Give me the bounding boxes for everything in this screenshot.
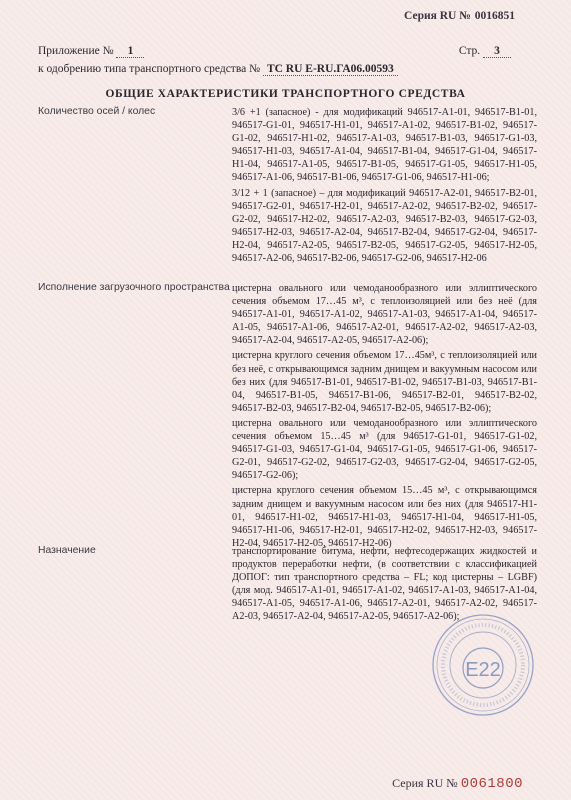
load-space-paragraph: цистерна круглого сечения объемом 15…45 м³, с открывающимся задним днищем и вакуумным насосом или без них (для 946517-H1-01, 946517-H1-02, 946517-H1-03, 946517-H1-04, 946517-H1-05, 946517-H1-06, 946517-H2-01, 946517-H2-02, 946517-H2-03, 946517-H2-04, 946517-H2-05, 946517-H2-06) [232, 485, 537, 549]
top-serial-number [404, 10, 515, 22]
page-label: Стр. [458, 45, 481, 57]
load-space-label: Исполнение загрузочного пространства [38, 282, 230, 293]
page-number-line [459, 45, 511, 58]
section-title: ОБЩИЕ ХАРАКТЕРИСТИКИ ТРАНСПОРТНОГО СРЕДСТВА [105, 88, 466, 100]
bottom-serial-number [392, 776, 523, 792]
load-space-paragraph: цистерна овального или чемоданообразного или эллиптического сечения объемом 17…45 м³, с теплоизоляцией или без неё (для 946517-A1-01, 946517-A1-02, 946517-A1-03, 946517-A1-04, 946517-A1-05, 946517-A1-06, 946517-A2-01, 946517-A2-02, 946517-A2-03, 946517-A2-04, 946517-A2-05, 946517-A2-06); [232, 283, 537, 347]
e22-stamp-mark [463, 648, 503, 688]
bottom-serial-value: 0061800 [460, 776, 523, 792]
axles-wheels-value [232, 106, 537, 267]
approval-number: ТС RU E-RU.ГА06.00593 [263, 63, 398, 76]
bottom-serial-prefix: Серия RU № [392, 776, 458, 790]
approval-line [38, 63, 398, 76]
appendix-number: 1 [116, 45, 144, 58]
appendix-line [38, 45, 144, 58]
appendix-label: Приложение № [38, 45, 114, 57]
purpose-paragraph: транспортирование битума, нефти, нефтесодержащих жидкостей и продуктов переработки нефти, (в соответствии с классификацией ДОПОГ: тип транспортного средства – FL; код цистерны – LGBF) (для мод. 946517-A1-01, 946517-A1-02, 946517-A1-03, 946517-A1-04, 946517-A1-05, 946517-A1-06, 946517-A2-01, 946517-A2-02, 946517-A2-03, 946517-A2-04, 946517-A2-05, 946517-A2-06); [232, 546, 537, 623]
axles-paragraph: 3/6 +1 (запасное) - для модификаций 946517-A1-01, 946517-B1-01, 946517-G1-01, 946517-H1-01, 946517-A1-02, 946517-B1-02, 946517-G1-02, 946517-H1-02, 946517-A1-03, 946517-B1-03, 946517-G1-03, 946517-H1-03, 946517-A1-04, 946517-B1-04, 946517-G1-04, 946517-H1-04, 946517-A1-05, 946517-B1-05, 946517-G1-05, 946517-H1-05, 946517-A1-06, 946517-B1-06, 946517-G1-06, 946517-H1-06; [232, 107, 537, 184]
load-space-paragraph: цистерна круглого сечения объемом 17…45м³, с теплоизоляцией или без неё, с открывающимся задним днищем и вакуумным насосом или без них (для 946517-B1-01, 946517-B1-02, 946517-B1-03, 946517-B1-04, 946517-B1-05, 946517-B1-06, 946517-B2-01, 946517-B2-02, 946517-B2-03, 946517-B2-04, 946517-B2-05, 946517-B2-06); [232, 350, 537, 414]
purpose-label: Назначение [38, 545, 96, 556]
load-space-value [232, 282, 537, 552]
axles-wheels-label: Количество осей / колес [38, 106, 156, 117]
approval-label: к одобрению типа транспортного средства № [38, 63, 261, 75]
page-number: 3 [483, 45, 511, 58]
stamp-mark-text: E22 [465, 659, 501, 681]
e22-stamp-seal [430, 612, 536, 718]
axles-paragraph: 3/12 + 1 (запасное) – для модификаций 946517-A2-01, 946517-B2-01, 946517-G2-01, 946517-H2-01, 946517-A2-02, 946517-B2-02, 946517-G2-02, 946517-H2-02, 946517-A2-03, 946517-B2-03, 946517-G2-03, 946517-H2-03, 946517-A2-04, 946517-B2-04, 946517-G2-04, 946517-H2-04, 946517-A2-05, 946517-B2-05, 946517-G2-05, 946517-H2-05, 946517-A2-06, 946517-B2-06, 946517-G2-06, 946517-H2-06 [232, 187, 537, 265]
top-serial-prefix: Серия RU № [404, 10, 471, 22]
load-space-paragraph: цистерна овального или чемоданообразного или эллиптического сечения объемом 15…45 м³ (для 946517-G1-01, 946517-G1-02, 946517-G1-03, 946517-G1-04, 946517-G1-05, 946517-G1-06, 946517-G2-01, 946517-G2-02, 946517-G2-03, 946517-G2-04, 946517-G2-05, 946517-G2-06); [232, 417, 537, 482]
top-serial-value: 0016851 [474, 10, 515, 22]
